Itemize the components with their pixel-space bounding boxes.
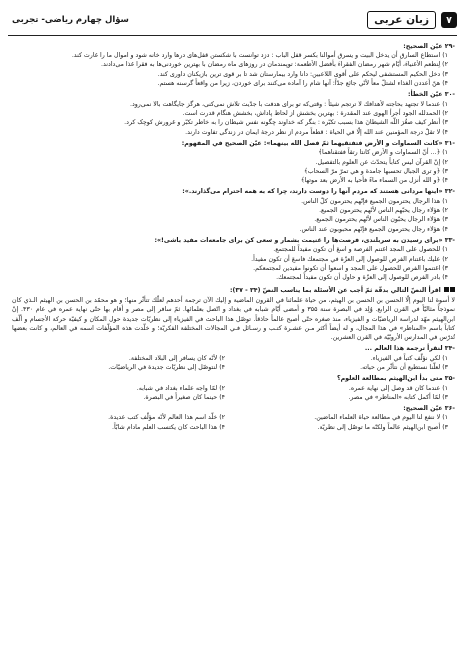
- square-bullet-icon: [450, 287, 455, 292]
- option-1: ۱) هذا الرجال يحترمون الجميع فإنّهم يحترمون كلّ الناس.: [301, 197, 448, 205]
- question-number: -۳۲: [444, 188, 455, 196]
- question-number: -۳۰: [444, 91, 455, 99]
- question-stem: -۳۰ عيّن الخطأ:: [408, 91, 455, 99]
- question-number: -۳۳: [444, 236, 455, 244]
- option-4: ۴) بادر الفرص للوصول إلى العزّة و حاول أن تكون مفيداً لمجتمعك.: [276, 274, 448, 282]
- option-1: ۱) لكي نؤلّف كتباً في الفیزیاء.: [370, 354, 448, 362]
- question-stem: -۳۶ عيّن الصحيح:: [403, 405, 455, 413]
- question-30: [12, 90, 455, 137]
- question-36: [12, 404, 455, 432]
- option-2: ۲) عليك باغتنام الفرص للوصول إلى العزّة في مجتمعك فاسعَ أن تكون مفيداً.: [251, 255, 448, 263]
- question-35: [12, 374, 455, 402]
- question-33: [12, 236, 455, 283]
- page-header: [8, 5, 457, 36]
- option-4: ۴) هذا الباحث كان یكتسب العلم مادام شابّاً.: [111, 423, 225, 431]
- option-1: ۱) عندما لا تجتهد بحاجته لأهدافك لا ترتجم شيئاً : وقتی‌که تو برای هدفت با جدّیت تلاش نمی‌کنی، هرگز جایگاهت بالا نمی‌رود.: [129, 100, 448, 108]
- question-number: -۳۵: [444, 375, 455, 383]
- option-3: ۳) لمّا أكمل كتابه «المناظر» في مصر.: [348, 393, 448, 401]
- page-number: ۷: [441, 12, 457, 28]
- option-2: ۲) لمّا واجه علماء بغداد في شبابه.: [136, 384, 225, 392]
- option-1: ۱) للحصول على المجد اغتنم الفرصة و اسعَ أن تكون مفيداً للمجتمع.: [273, 246, 448, 254]
- option-3: ۳) هؤلاء الرجال يحبّون الناس لأنّهم يحترمون الجميع.: [314, 216, 448, 224]
- option-1: ۱) لا ننفع لنا الیوم في مطالعة حیاة العلماء الماضین.: [314, 414, 448, 422]
- option-2: ۲) لِنطعم الأغنياءَ، أيّام شهر رمضان الفقراءَ بأفضل الأطعمة: توپمندمان در روزهای ماه رمضان با بهترین خوردنی‌ها به فقرا غذا می‌دادند.: [101, 61, 448, 69]
- option-4: ۴) هؤلاء رجال يحترمون الجميع فإنّهم محبوبون عند الناس.: [299, 225, 448, 233]
- option-2: ۲) لأنّه كان یسافر إلى البلاد المختلفة.: [128, 354, 225, 362]
- option-2: ۲) هؤلاء رجال يحبّهم الناس لأنّهم يحترمون الجميع.: [319, 207, 448, 215]
- question-stem: -۲۹ عيّن الصحيح:: [403, 42, 455, 50]
- option-4: ۴) لنتوصّل إلى نظریّات جدیدة في الریاضیّات.: [108, 364, 225, 372]
- question-32: [12, 187, 455, 234]
- options-grid: [12, 354, 455, 373]
- options-grid: [12, 384, 455, 403]
- option-2: ۲) الحمدلله الجود أجرأ الهوى عند المقدرة : بهترین بخشش از لحاظ پاداش، بخشش هنگام قدرت است.: [182, 110, 448, 117]
- option-2: ۲) إنّ القرآن ليس كتاباً يتحدّث عن العلوم بالتفصيل.: [315, 158, 448, 166]
- header-subject-group: [367, 11, 457, 29]
- questions-area: [12, 40, 455, 663]
- question-34: [12, 344, 455, 372]
- reading-passage: لا أسوة لنا الیوم إلّا الحسن بن الحسن بن الهیثم، من حیاة علمائنا في القرون الماضیة و إلیك الآن ترجمة أحدهم لعلّك تتأثّر منها؛ و هو محمّد بن الحسن بن الهیثم الـذي كان نموذجاً مثالیّاً في القرن الرابع. وُلِد في البصرة سنة ۳۵۵ و أمضى أیّام شبابه في بغداد و اتّصل بعلمائها. ثمّ سافر إلى مصر و أقام بها حتّى نهایة عمره في عام ۴۳۰. إنّ ابن‌الهیثم مهّد لدراسة الریاضیّات و الفیزیاء، منذ صغره حتّى أصبح عالماً حاذقاً. توصّل هذا الباحث في الفیزیاء إلى نظریّات جدیدة حول المكان و كیفیّة حركة الأجسام و ألّف كتاباً باسم «المناظر» في هذا المجال، و له أیضاً أكثر مـن عشـرة كتـب و رسـائل فـي المجالات المختلفة الفكریّة؛ و خلّدت هذه المؤلّفات اسمه في العالم، و كانت بعضها تُدرّس في المدارس الأروبّیّة في القرن العشرین.: [12, 296, 455, 342]
- option-2: ۲) خلّد اسم هذا العالم لأنّه مؤلّف كتب عدیدة.: [108, 414, 225, 422]
- option-1: ۱) عندما كان قد وصل إلى نهایة عمره.: [348, 384, 448, 392]
- option-3: ۳) أصبح ابن‌الهیثم عالماً ولكنّه ما توصّل إلى نظریّة.: [317, 423, 448, 431]
- option-3: ۳) دخل الحكيم المستشفى ليحكم على أقوى اللاعبين: دانا وارد بیمارستان شد تا بر قوی ترین بازیکنان داوری کند.: [157, 70, 448, 78]
- option-4: ۴) ﴿و الله أنزل من السماء ماءً فأحيا به الأرض بعد موتها﴾: [300, 177, 448, 185]
- option-4: ۴) حینما كان صغیراً في البصرة.: [143, 393, 225, 401]
- option-3: ۳) اغتنموا الفرص للحصول على المجد و اسعوا أن تكونوا مفيدين لمجتمعكم.: [253, 264, 448, 272]
- question-stem: -۳۲ «اینها مردانی هستند که مردم آنها را دوست دارند، چرا که به همه احترام می‌گذارند.»:: [182, 188, 455, 196]
- question-number: -۳۶: [444, 405, 455, 413]
- option-3: ۳) لعلّنا نستطیع أن نتأثّر من حیاته.: [360, 364, 448, 372]
- option-3: ۳) أنظر كيف صغُرَ اللّه الشيطانَ هذا بسبب تكبّره : بنگر که خداوند چگونه نفس شیطان را به خاطر تکبّر و غرورش کوچک کرد.: [124, 119, 448, 127]
- question-number: -۳۱: [444, 139, 455, 147]
- passage-heading: اقرأ النصّ التالي بدقّة ثمّ أجب عن الأسئلة بما يناسب النصّ (۳۴ - ۳۷):: [12, 286, 455, 295]
- question-number: -۳۴: [444, 345, 455, 353]
- question-29: [12, 42, 455, 89]
- question-stem: -۳۵ متی بدأ ابن‌الهیثم بمطالعة العلوم؟: [336, 375, 455, 383]
- square-bullet-icon: [444, 287, 449, 292]
- question-stem: -۳۴ لنقرأ ترجمة هذا العالم ...: [364, 345, 455, 353]
- question-stem: -۳۱ «كانت السماوات و الأرض فتفتقيهما ثمّ فصل الله بينهما»: عيّن الصحيح في المفهوم:: [181, 139, 455, 147]
- option-4: ۴) لا تقلّ درجة المؤمنين عند الله إلّا في الحياة : قطعاً مردم از نظر درجهٔ ایمان در زندگی تفاوت دارند.: [185, 128, 448, 136]
- question-number: -۲۹: [444, 42, 455, 50]
- option-1: ۱) ﴿... أنّ السماوات و الأرض كانتا رتقاً ففتقناهما﴾: [318, 149, 448, 157]
- question-31: [12, 139, 455, 186]
- option-4: ۴) هنّ أعددن الغذاء لشتلّ معاً لأنّي جائع جدّاً: آنها شام را آماده می‌کنند برای خوردن، زیرا من واقعاً گرسنه هستم.: [157, 80, 448, 88]
- option-1: ۱) استطاع السارق أن يدخل البيت و يسرق أموالنا بكسر قفل الباب : دزد توانست با شكستن قفل‌های درها وارد خانه شود و اموال ما را غارت كند.: [71, 52, 448, 60]
- options-grid: [12, 413, 455, 432]
- subject-label: زبان عربی: [367, 11, 436, 29]
- question-stem: -۳۳ «برای رسیدن به سربلندی، فرصت‌ها را غنیمت بشمار و سعی کن برای جامعه‌ات مفید باشی!»:: [154, 236, 455, 244]
- exam-title: سؤال چهارم ریاضی- تجربی: [12, 15, 129, 25]
- option-3: ۳) ﴿و ترى الجبال تحسبها جامدة و هي تمرّ مرّ السحاب﴾: [304, 167, 448, 175]
